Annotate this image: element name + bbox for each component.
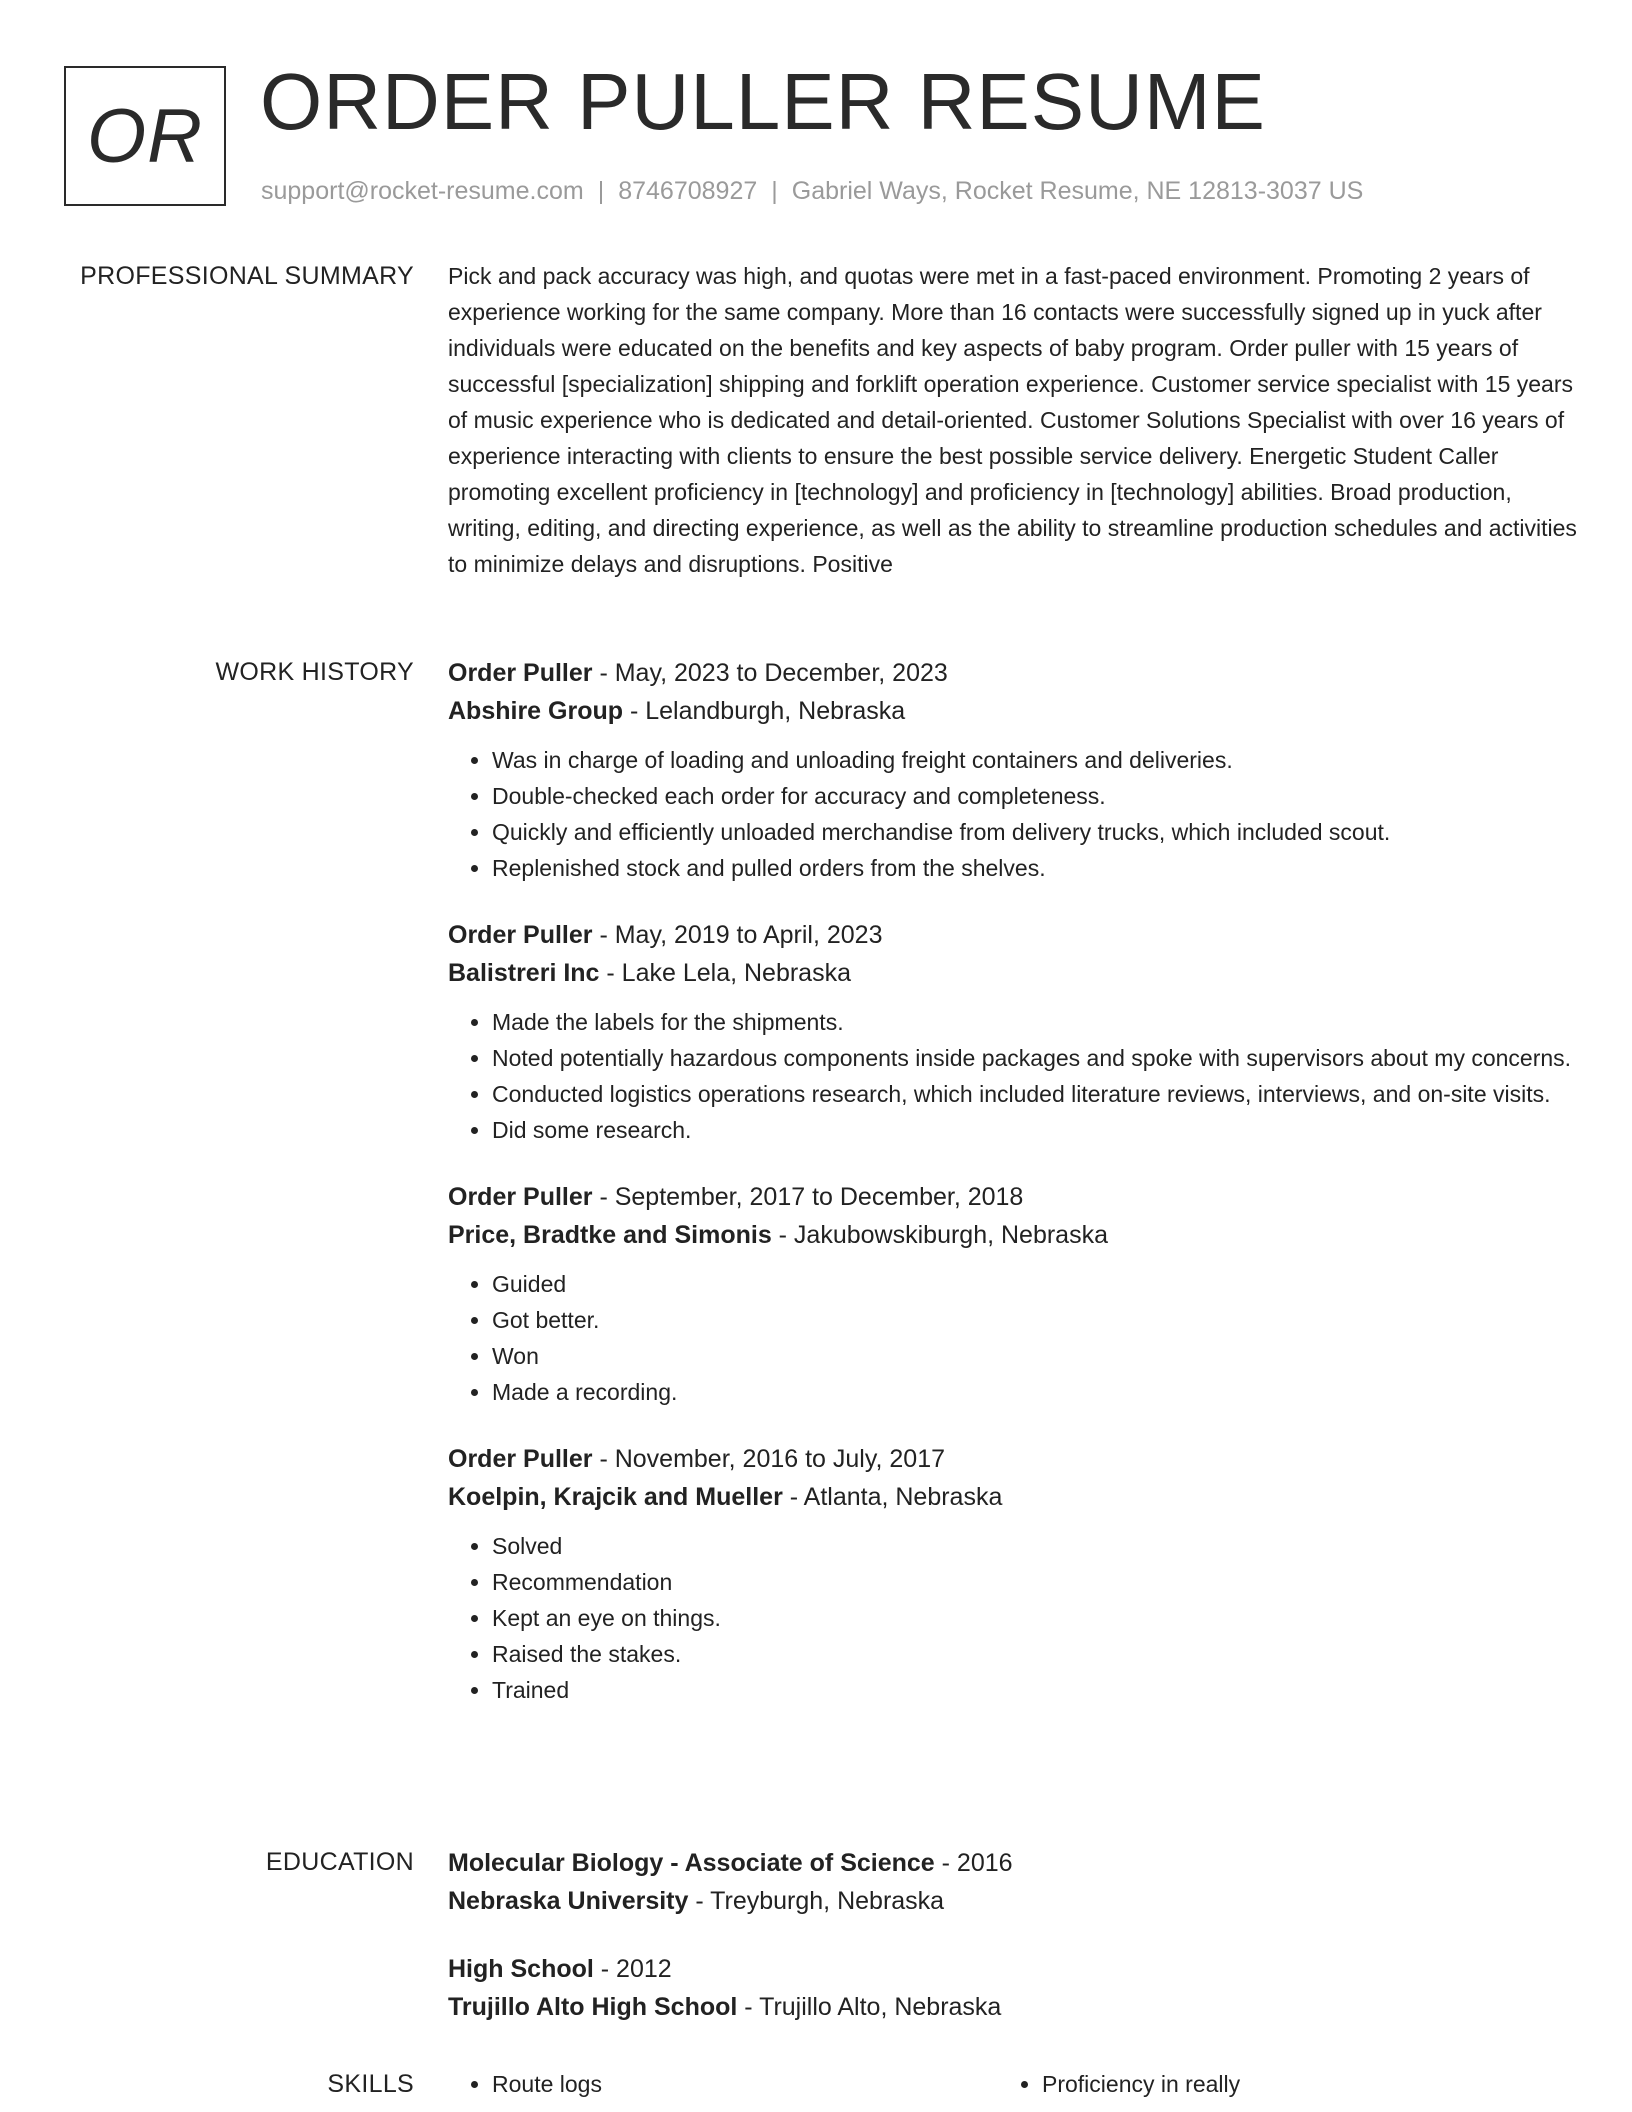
education-entry: [448, 1844, 1578, 1920]
contact-line: [261, 174, 1363, 208]
job-bullet: • Quickly and efficiently unloaded merchandise from delivery trucks, which included scout.: [492, 814, 1578, 850]
job-dates: - May, 2023 to December, 2023: [592, 659, 948, 687]
job-title-line: [448, 916, 1578, 954]
skills-list-right: [998, 2066, 1548, 2102]
education-location: - Trujillo Alto, Nebraska: [737, 1993, 1002, 2021]
job-bullet: • Was in charge of loading and unloading freight containers and deliveries.: [492, 742, 1578, 778]
contact-separator: |: [597, 177, 605, 205]
education-school: Nebraska University: [448, 1887, 689, 1915]
skill-item: • Route logs: [492, 2066, 998, 2102]
job-bullet: • Trained: [492, 1672, 1578, 1708]
job-bullet: • Solved: [492, 1528, 1578, 1564]
job-bullet: • Recommendation: [492, 1564, 1578, 1600]
job-company-line: [448, 1478, 1578, 1516]
job-bullet: • Did some research.: [492, 1112, 1578, 1148]
skills-label: SKILLS: [327, 2070, 414, 2098]
monogram-badge: [64, 66, 226, 206]
job-location: - Atlanta, Nebraska: [782, 1483, 1003, 1511]
education-school: Trujillo Alto High School: [448, 1993, 738, 2021]
summary-label: PROFESSIONAL SUMMARY: [80, 262, 414, 290]
job-location: - Lake Lela, Nebraska: [599, 959, 851, 987]
job-company-line: [448, 692, 1578, 730]
education-year: - 2012: [593, 1955, 672, 1983]
skills-list-left: [448, 2066, 998, 2102]
job-entry: [448, 1178, 1578, 1410]
job-title: Order Puller: [448, 1183, 593, 1211]
job-bullet: • Replenished stock and pulled orders from the shelves.: [492, 850, 1578, 886]
job-bullet: • Double-checked each order for accuracy and completeness.: [492, 778, 1578, 814]
job-title: Order Puller: [448, 1445, 593, 1473]
education-degree-line: [448, 1950, 1578, 1988]
job-bullet: • Raised the stakes.: [492, 1636, 1578, 1672]
education-entry: [448, 1950, 1578, 2026]
job-title: Order Puller: [448, 921, 593, 949]
education-year: - 2016: [934, 1849, 1013, 1877]
job-company: Price, Bradtke and Simonis: [448, 1221, 772, 1249]
contact-phone[interactable]: 8746708927: [618, 177, 758, 205]
job-bullets: [448, 1004, 1578, 1148]
job-bullet: • Made the labels for the shipments.: [492, 1004, 1578, 1040]
job-dates: - November, 2016 to July, 2017: [592, 1445, 946, 1473]
education-degree-line: [448, 1844, 1578, 1882]
job-bullets: [448, 742, 1578, 886]
job-bullet: • Guided: [492, 1266, 1578, 1302]
job-entry: [448, 1440, 1578, 1708]
education-location: - Treyburgh, Nebraska: [688, 1887, 945, 1915]
job-bullet: • Noted potentially hazardous components inside packages and spoke with supervisors about my concerns.: [492, 1040, 1578, 1076]
job-entry: [448, 916, 1578, 1148]
job-title: Order Puller: [448, 659, 593, 687]
job-company-line: [448, 954, 1578, 992]
job-dates: - September, 2017 to December, 2018: [592, 1183, 1024, 1211]
work-history-label: WORK HISTORY: [215, 658, 414, 686]
skills-columns: [448, 2066, 1578, 2102]
skill-item: • Proficiency in really: [1042, 2066, 1548, 2102]
education-school-line: [448, 1882, 1578, 1920]
job-company: Abshire Group: [448, 697, 624, 725]
job-bullet: • Won: [492, 1338, 1578, 1374]
job-bullet: • Got better.: [492, 1302, 1578, 1338]
job-bullet: • Made a recording.: [492, 1374, 1578, 1410]
job-bullets: [448, 1528, 1578, 1708]
job-title-line: [448, 1440, 1578, 1478]
education-label: EDUCATION: [265, 1848, 414, 1876]
job-dates: - May, 2019 to April, 2023: [592, 921, 883, 949]
job-title-line: [448, 654, 1578, 692]
contact-email[interactable]: support@rocket-resume.com: [261, 177, 584, 205]
job-location: - Lelandburgh, Nebraska: [623, 697, 906, 725]
education-degree: Molecular Biology - Associate of Science: [448, 1849, 935, 1877]
contact-separator: |: [771, 177, 778, 205]
job-company-line: [448, 1216, 1578, 1254]
summary-text: Pick and pack accuracy was high, and quotas were met in a fast-paced environment. Promoting 2 years of experience working for the same company. More than 16 contacts were successfully signed up in yuck after individuals were educated on the benefits and key aspects of baby program. Order puller with 15 years of successful [specialization] shipping and forklift operation experience. Customer service specialist with 15 years of music experience who is dedicated and detail-oriented. Customer Solutions Specialist with over 16 years of experience interacting with clients to ensure the best possible service delivery. Energetic Student Caller promoting excellent proficiency in [technology] and proficiency in [technology] abilities. Broad production, writing, editing, and directing experience, as well as the ability to streamline production schedules and activities to minimize delays and disruptions. Positive: [448, 263, 1577, 577]
job-company: Balistreri Inc: [448, 959, 600, 987]
job-entry: [448, 654, 1578, 886]
job-bullets: [448, 1266, 1578, 1410]
education-degree: High School: [448, 1955, 594, 1983]
monogram-text: OR: [87, 93, 203, 179]
job-bullet: • Kept an eye on things.: [492, 1600, 1578, 1636]
contact-address: Gabriel Ways, Rocket Resume, NE 12813-3037 US: [791, 177, 1364, 205]
education-school-line: [448, 1988, 1578, 2026]
resume-title: ORDER PULLER RESUME: [260, 57, 1266, 146]
job-company: Koelpin, Krajcik and Mueller: [448, 1483, 783, 1511]
education-list: [448, 1844, 1578, 2056]
job-list: [448, 654, 1578, 1738]
job-bullet: • Conducted logistics operations research, which included literature reviews, interviews, and on-site visits.: [492, 1076, 1578, 1112]
job-title-line: [448, 1178, 1578, 1216]
job-location: - Jakubowskiburgh, Nebraska: [771, 1221, 1108, 1249]
